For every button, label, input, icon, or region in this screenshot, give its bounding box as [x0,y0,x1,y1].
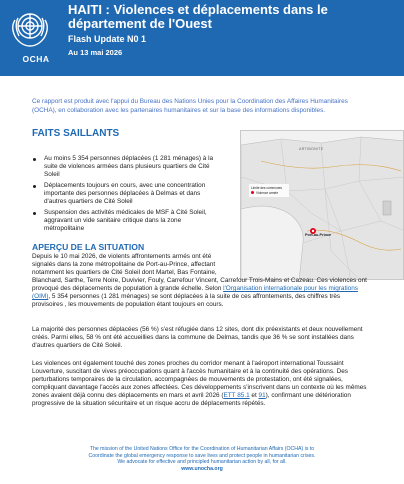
un-emblem-icon [6,6,54,50]
highlight-item: Au moins 5 354 personnes déplacées (1 281 ménages) à la suite de violences armées dans plusieurs quartiers de Cité Soleil [30,155,220,179]
p3-text-b: ), confirmant une détérioration progressive de la situation sécuritaire et un risque accru de déplacements répétés. [32,392,351,407]
footer-line-3: We advocate for effective and principled humanitarian action by all, for all. [117,459,287,466]
highlight-item: Déplacements toujours en cours, avec une concentration importante des personnes déplacées à Delmas et dans d'autres quartiers de Cité Soleil [30,182,220,206]
ett-91-link[interactable]: 91 [258,392,266,399]
report-title: HAITI : Violences et déplacements dans le département de l'Ouest [68,2,328,31]
footer-url-link[interactable]: www.unocha.org [181,465,223,472]
p3-and: et [249,392,259,399]
p3-text-a: Les violences ont également touché des zones proches du corridor menant à l'aéroport international Toussaint Louverture, suscitant de vives préoccupations quant à l'accès humanitaire et à la continuité des opérations. Des perturbations temporaires de la circulation, accompagnées de mouvements de protestation, ont été signalées, compliquant davantage l'accès aux zones affectées. Ces développements s'inscrivent dans un contexte où les mêmes zones avaient déjà connu des déplacements en mars et avril 2026 ( [32,360,367,399]
map-legend [249,184,289,197]
oim-link[interactable]: l'Organisation internationale pour les migrations (OIM) [32,285,358,300]
logo-text: OCHA [22,54,50,64]
report-header [0,0,404,76]
situation-paragraph-3 [32,360,372,408]
ocha-logo [6,6,54,68]
ocha-footer [0,446,404,472]
legend-item: Violence armée [256,190,279,195]
p1-text-a: Blanchard, Sarthe, Terre Noire, Duvivier, Fouly, Carrefour Vincent, Carrefour Trois-Mains et Cazeau. Ces violences ont provoqué des déplacements de population à grande échelle. Selon [32,277,367,292]
highlights-list [30,155,220,236]
legend-title: Limite des communes [251,186,283,190]
p1-text-b: , 5 354 personnes (1 281 ménages) se sont déplacées à la suite de ces affrontements, des chiffres très provisoires , les mouvements de population étant toujours en cours. [32,293,341,308]
highlight-item: Suspension des activités médicales de MSF à Cité Soleil, aggravant un vide sanitaire critique dans la zone métropolitaine [30,209,220,233]
situation-paragraph-1 [32,253,372,309]
violence-dot-icon [251,191,254,194]
report-date: Au 13 mai 2026 [68,48,123,57]
footer-line-2: Coordinate the global emergency response to save lives and protect people in humanitarian crises. [88,452,316,459]
situation-paragraph-2: La majorité des personnes déplacées (56 %) s'est réfugiée dans 12 sites, dont dix préexistants et deux nouvellement créés. Parmi elles, 58 % ont été accueillies dans la commune de Delmas, tandis que 36 % se sont installées dans d'autres quartiers de Cité Soleil. [32,326,363,349]
report-subtitle: Flash Update N0 1 [68,34,147,44]
p1-narrow-text: Depuis le 10 mai 2026, de violents affrontements armés ont été signalés dans la zone métropolitaine de Port-au-Prince, affectant notamment les quartiers de Cité Soleil dont Martel, Bas Fontaine, [32,253,217,276]
intro-paragraph: Ce rapport est produit avec l'appui du Bureau des Nations Unies pour la Coordination des Affaires Humanitaires (OCHA), en collaboration avec les partenaires humanitaires et sur la base des informations disponibles. [32,98,348,114]
apercu-heading: APERÇU DE LA SITUATION [32,242,145,252]
faits-saillants-heading: FAITS SAILLANTS [32,128,120,139]
city-label: Port-au-Prince [305,233,332,237]
footer-line-1: The mission of the United Nations Office for the Coordination of Humanitarian Affairs (OCHA) is to [89,446,315,452]
map-region-label: ARTIBONITE [299,147,324,151]
ett-85-link[interactable]: ETT 85.1 [223,392,250,399]
